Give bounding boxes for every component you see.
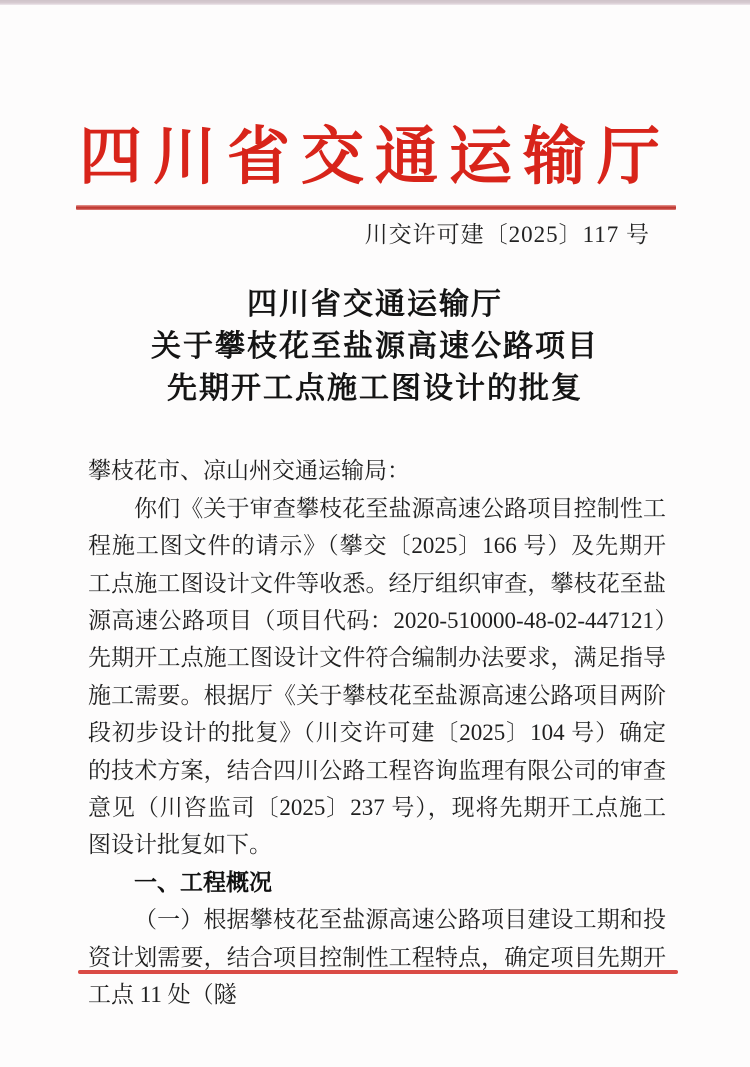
document-body: [88, 452, 666, 1013]
masthead-divider-line: [76, 205, 676, 210]
agency-masthead-title: 四川省交通运输厅: [79, 122, 671, 192]
letterhead: [0, 0, 750, 203]
section-heading-project-overview: 一、工程概况: [134, 869, 272, 895]
scan-edge-artifact: [0, 0, 750, 5]
body-paragraph-2: （一）根据攀枝花至盐源高速公路项目建设工期和投资计划需要，结合项目控制性工程特点，确定项目先期开工点 11 处（隧: [88, 907, 666, 1008]
document-reference-number: 川交许可建〔2025〕117 号: [364, 222, 650, 248]
salutation: 攀枝花市、凉山州交通运输局：: [88, 458, 410, 484]
document-title-line-3: 先期开工点施工图设计的批复: [167, 372, 583, 406]
document-title-line-1: 四川省交通运输厅: [247, 288, 503, 322]
document-title-line-2: 关于攀枝花至盐源高速公路项目: [151, 330, 599, 364]
document-title: [0, 284, 750, 410]
footer-divider-line: [78, 970, 678, 974]
body-paragraph-1: 你们《关于审查攀枝花至盐源高速公路项目控制性工程施工图文件的请示》（攀交〔2025〕166 号）及先期开工点施工图设计文件等收悉。经厅组织审查，攀枝花至盐源高速公路项目（项目代码：2020-510000-48-02-447121）先期开工点施工图设计文件符合编制办法要求，满足指导施工需要。根据厅《关于攀枝花至盐源高速公路项目两阶段初步设计的批复》（川交许可建〔2025〕104 号）确定的技术方案，结合四川公路工程咨询监理有限公司的审查意见（川咨监司〔2025〕237 号），现将先期开工点施工图设计批复如下。: [88, 495, 666, 858]
